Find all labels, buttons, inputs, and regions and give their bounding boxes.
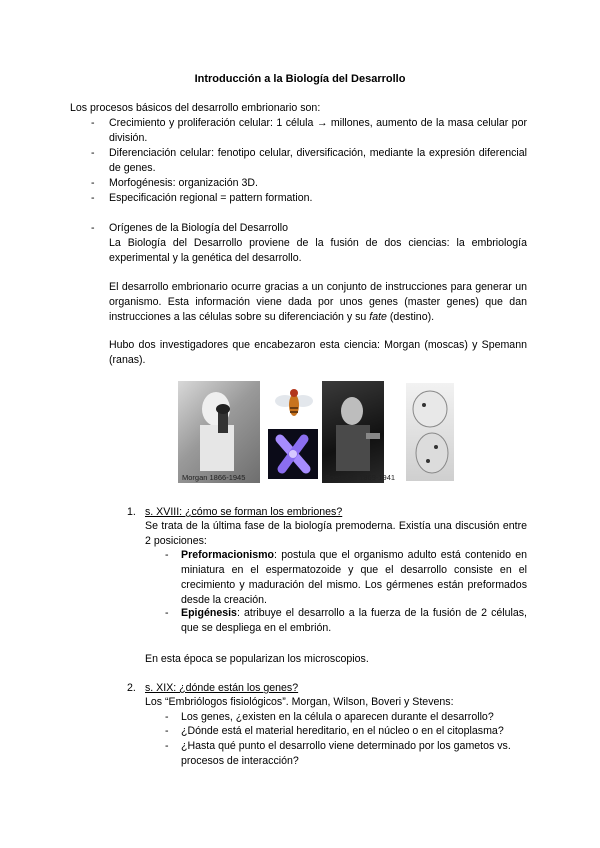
list-item: Especificación regional = pattern formation. <box>109 192 313 204</box>
bullet-dash: - <box>91 147 95 159</box>
bullet-dash: - <box>165 740 169 752</box>
bullet-dash: - <box>165 549 169 561</box>
section-1-closing: En esta época se popularizan los microscopios. <box>145 653 369 665</box>
section-2-heading: s. XIX: ¿dónde están los genes? <box>145 682 299 694</box>
bullet-dash: - <box>165 607 169 619</box>
bullet-dash: - <box>91 177 95 189</box>
section-1-number: 1. <box>127 506 136 518</box>
bullet-dash: - <box>165 711 169 723</box>
spemann-photo <box>322 381 384 483</box>
list-item: Diferenciación celular: fenotipo celular, diversificación, mediante la expresión diferencial de genes. <box>109 147 527 174</box>
embryo-image <box>406 383 454 481</box>
list-item: ¿Hasta qué punto el desarrollo viene determinado por los gametos vs. procesos de interacción? <box>181 740 511 767</box>
spemann-caption: Spemann 1869-1941 <box>325 473 396 482</box>
intro-text: Los procesos básicos del desarrollo embrionario son: <box>70 102 321 114</box>
fly-image <box>268 383 320 425</box>
bullet-dash: - <box>91 117 95 129</box>
morgan-photo <box>178 381 260 483</box>
list-item: Crecimiento y proliferación celular: 1 célula → millones, aumento de la masa celular por división. <box>109 117 527 144</box>
page-title: Introducción a la Biología del Desarrollo <box>194 73 406 85</box>
section-2-paragraph: Los “Embriólogos fisiológicos”. Morgan, Wilson, Boveri y Stevens: <box>145 696 454 708</box>
list-item: Epigénesis: atribuye el desarrollo a la fuerza de la fusión de 2 células, que se despliega en el embrión. <box>181 607 527 634</box>
list-item: Morfogénesis: organización 3D. <box>109 177 258 189</box>
origins-paragraph-1: La Biología del Desarrollo proviene de la fusión de dos ciencias: la embriología experimental y la genética del desarrollo. <box>109 237 527 264</box>
list-item: Los genes, ¿existen en la célula o aparecen durante el desarrollo? <box>181 711 494 723</box>
origins-heading: Orígenes de la Biología del Desarrollo <box>109 222 289 234</box>
bullet-dash: - <box>91 222 95 234</box>
chromosome-image <box>268 429 318 479</box>
list-item: Preformacionismo: postula que el organismo adulto está contenido en miniatura en el espermatozoide y que el desarrollo consiste en el crecimiento y maduración del mismo. Los gérmenes están preformados desde la creación. <box>181 549 527 606</box>
bullet-dash: - <box>91 192 95 204</box>
section-2-number: 2. <box>127 682 136 694</box>
morgan-caption: Morgan 1866-1945 <box>182 473 246 482</box>
origins-paragraph-3: Hubo dos investigadores que encabezaron esta ciencia: Morgan (moscas) y Spemann (ranas). <box>109 339 527 366</box>
list-item: ¿Dónde está el material hereditario, en el núcleo o en el citoplasma? <box>181 725 504 737</box>
bullet-dash: - <box>165 725 169 737</box>
origins-paragraph-2: El desarrollo embrionario ocurre gracias a un conjunto de instrucciones para generar un organismo. Esta información viene dada por unos genes (master genes) que dan instrucciones a las células sobre su diferenciación y su fate (destino). <box>109 281 527 323</box>
researchers-figure <box>178 381 454 483</box>
section-1-paragraph: Se trata de la última fase de la biología premoderna. Existía una discusión entre 2 posiciones: <box>145 520 527 547</box>
section-1-heading: s. XVIII: ¿cómo se forman los embriones? <box>145 506 343 518</box>
